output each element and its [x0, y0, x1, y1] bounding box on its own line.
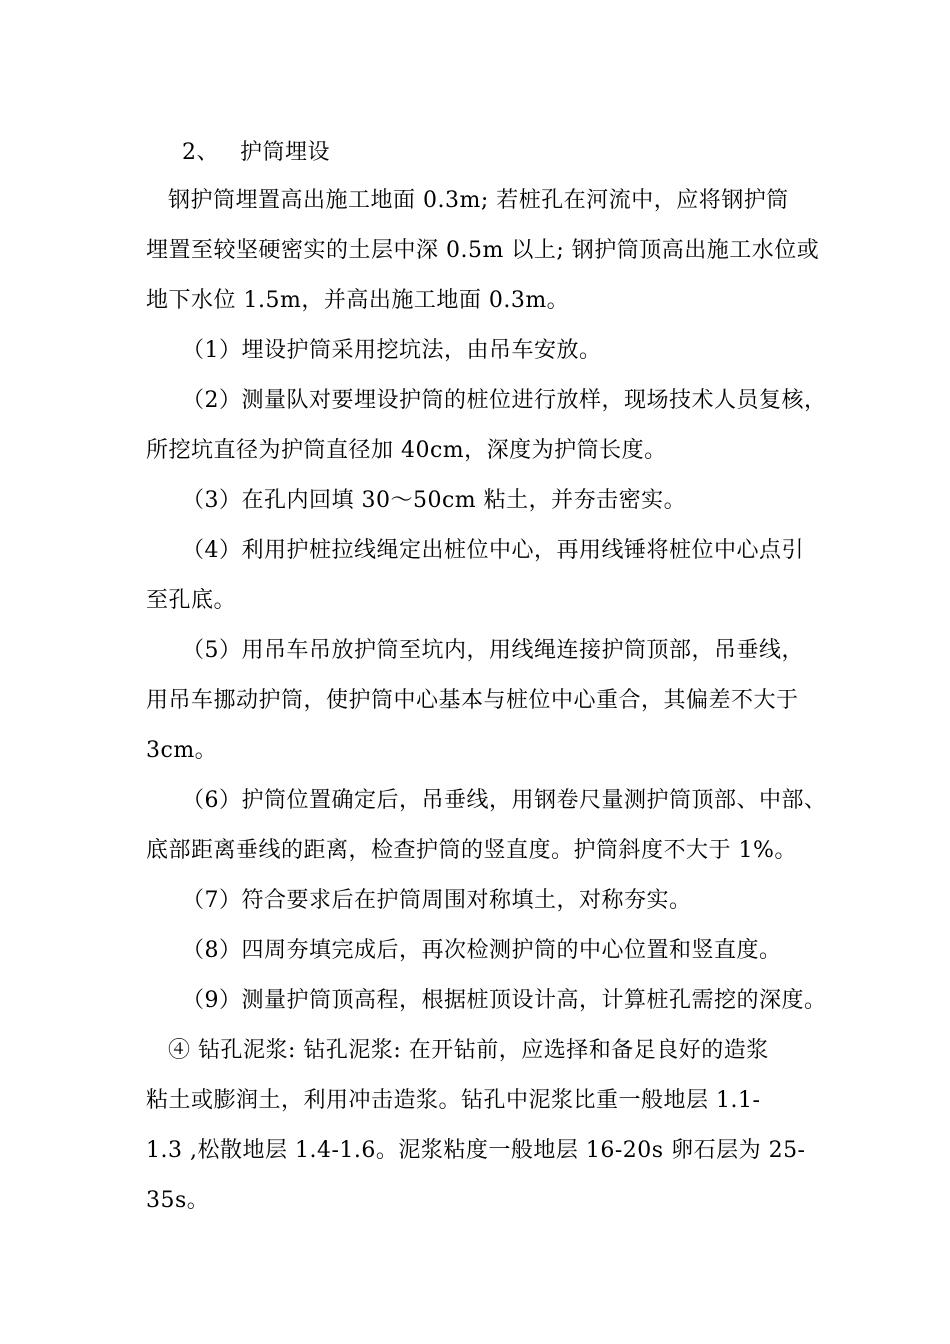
- list-item: （5）用吊车吊放护筒至坑内，用线绳连接护筒顶部，吊垂线，: [182, 638, 804, 663]
- paragraph-line: 至孔底。: [146, 588, 237, 613]
- section-title: 护筒埋设: [240, 140, 331, 165]
- list-item: （4）利用护桩拉线绳定出桩位中心，再用线锤将桩位中心点引: [182, 538, 804, 563]
- list-item: （7）符合要求后在护筒周围对称填土，对称夯实。: [182, 888, 692, 913]
- paragraph-line: 1.3 ,松散地层 1.4-1.6。泥浆粘度一般地层 16-20s 卵石层为 25-: [146, 1138, 806, 1163]
- paragraph-line: 地下水位 1.5m，并高出施工地面 0.3m。: [146, 288, 570, 313]
- paragraph-line: 埋置至较坚硬密实的土层中深 0.5m 以上; 钢护筒顶高出施工水位或: [146, 238, 820, 263]
- paragraph-line: 3cm。: [146, 738, 218, 763]
- list-item: （3）在孔内回填 30～50cm 粘土，并夯击密实。: [182, 488, 687, 513]
- paragraph-line: 底部距离垂线的距离，检查护筒的竖直度。护筒斜度不大于 1%。: [146, 838, 797, 863]
- section-number: 2、: [182, 140, 219, 165]
- list-item: （8）四周夯填完成后，再次检测护筒的中心位置和竖直度。: [182, 938, 782, 963]
- paragraph-line: 用吊车挪动护筒，使护筒中心基本与桩位中心重合，其偏差不大于: [146, 688, 799, 713]
- paragraph-line: 所挖坑直径为护筒直径加 40cm，深度为护筒长度。: [146, 438, 667, 463]
- list-item: （2）测量队对要埋设护筒的桩位进行放样，现场技术人员复核，: [182, 388, 827, 413]
- paragraph-line: 35s。: [146, 1188, 210, 1213]
- list-item: （6）护筒位置确定后，吊垂线，用钢卷尺量测护筒顶部、中部、: [182, 788, 827, 813]
- list-item: （9）测量护筒顶高程，根据桩顶设计高，计算桩孔需挖的深度。: [182, 988, 827, 1013]
- paragraph-line: 钢护筒埋置高出施工地面 0.3m; 若桩孔在河流中，应将钢护筒: [168, 188, 789, 213]
- list-item: （1）埋设护筒采用挖坑法，由吊车安放。: [182, 338, 602, 363]
- paragraph-line: 粘土或膨润土，利用冲击造浆。钻孔中泥浆比重一般地层 1.1-: [146, 1088, 761, 1113]
- paragraph-line: ④ 钻孔泥浆: 钻孔泥浆: 在开钻前，应选择和备足良好的造浆: [168, 1038, 769, 1063]
